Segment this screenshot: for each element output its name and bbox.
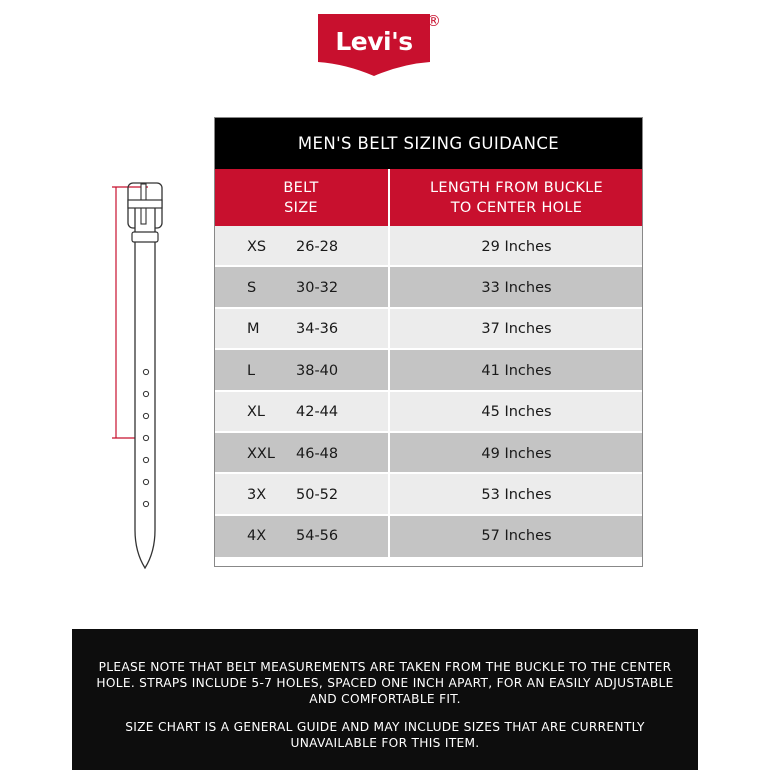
size-cell bbox=[214, 474, 388, 515]
length-cell bbox=[390, 267, 643, 308]
size-cell bbox=[214, 226, 388, 267]
waist-range: 30-32 bbox=[296, 280, 339, 297]
header-length-line2: TO CENTER HOLE bbox=[450, 199, 583, 216]
size-label: 3X bbox=[247, 487, 267, 504]
table-row bbox=[214, 392, 643, 433]
belt-icon bbox=[108, 180, 168, 570]
waist-range: 54-56 bbox=[296, 528, 339, 545]
size-cell bbox=[214, 392, 388, 433]
registered-mark: ® bbox=[426, 12, 441, 30]
table-row bbox=[214, 226, 643, 267]
length-value: 33 Inches bbox=[481, 280, 552, 297]
size-label: L bbox=[247, 362, 256, 379]
table-row bbox=[214, 350, 643, 391]
waist-range: 46-48 bbox=[296, 445, 339, 462]
header-belt-size-line2: SIZE bbox=[284, 199, 318, 216]
size-label: XXL bbox=[247, 445, 275, 462]
levis-logo bbox=[318, 14, 442, 76]
length-cell bbox=[390, 433, 643, 474]
size-chart bbox=[214, 117, 643, 567]
length-cell bbox=[390, 226, 643, 267]
size-rows bbox=[214, 226, 643, 557]
size-label: S bbox=[247, 280, 257, 297]
note-measurement: PLEASE NOTE THAT BELT MEASUREMENTS ARE TAKEN FROM THE BUCKLE TO THE CENTER HOLE. STRAPS INCLUDE 5-7 HOLES, SPACED ONE INCH APART, FOR AN EASILY ADJUSTABLE AND COMFORTABLE FIT. bbox=[96, 660, 674, 706]
length-value: 49 Inches bbox=[481, 445, 552, 462]
size-cell bbox=[214, 433, 388, 474]
length-cell bbox=[390, 516, 643, 557]
size-cell bbox=[214, 309, 388, 350]
brand-name: Levi's bbox=[335, 27, 413, 56]
waist-range: 38-40 bbox=[296, 362, 339, 379]
length-value: 37 Inches bbox=[481, 321, 552, 338]
note-disclaimer: SIZE CHART IS A GENERAL GUIDE AND MAY INCLUDE SIZES THAT ARE CURRENTLY UNAVAILABLE FOR THIS ITEM. bbox=[125, 720, 645, 750]
size-label: XS bbox=[247, 238, 267, 255]
size-cell bbox=[214, 350, 388, 391]
length-value: 57 Inches bbox=[481, 528, 552, 545]
table-row bbox=[214, 516, 643, 557]
table-row bbox=[214, 309, 643, 350]
sizing-note bbox=[72, 629, 698, 770]
header-length bbox=[390, 169, 643, 226]
length-cell bbox=[390, 474, 643, 515]
size-cell bbox=[214, 516, 388, 557]
length-cell bbox=[390, 309, 643, 350]
size-label: 4X bbox=[247, 528, 267, 545]
table-row bbox=[214, 267, 643, 308]
length-value: 53 Inches bbox=[481, 487, 552, 504]
chart-title: MEN'S BELT SIZING GUIDANCE bbox=[214, 117, 643, 169]
length-value: 45 Inches bbox=[481, 404, 552, 421]
waist-range: 26-28 bbox=[296, 238, 339, 255]
table-row bbox=[214, 474, 643, 515]
length-value: 41 Inches bbox=[481, 362, 552, 379]
waist-range: 42-44 bbox=[296, 404, 339, 421]
header-length-line1: LENGTH FROM BUCKLE bbox=[430, 179, 603, 196]
waist-range: 50-52 bbox=[296, 487, 339, 504]
belt-illustration bbox=[108, 180, 168, 570]
length-cell bbox=[390, 350, 643, 391]
table-row bbox=[214, 433, 643, 474]
waist-range: 34-36 bbox=[296, 321, 339, 338]
size-label: M bbox=[247, 321, 260, 338]
size-label: XL bbox=[247, 404, 266, 421]
header-belt-size bbox=[214, 169, 388, 226]
length-value: 29 Inches bbox=[481, 238, 552, 255]
size-cell bbox=[214, 267, 388, 308]
header-belt-size-line1: BELT bbox=[283, 179, 319, 196]
length-cell bbox=[390, 392, 643, 433]
